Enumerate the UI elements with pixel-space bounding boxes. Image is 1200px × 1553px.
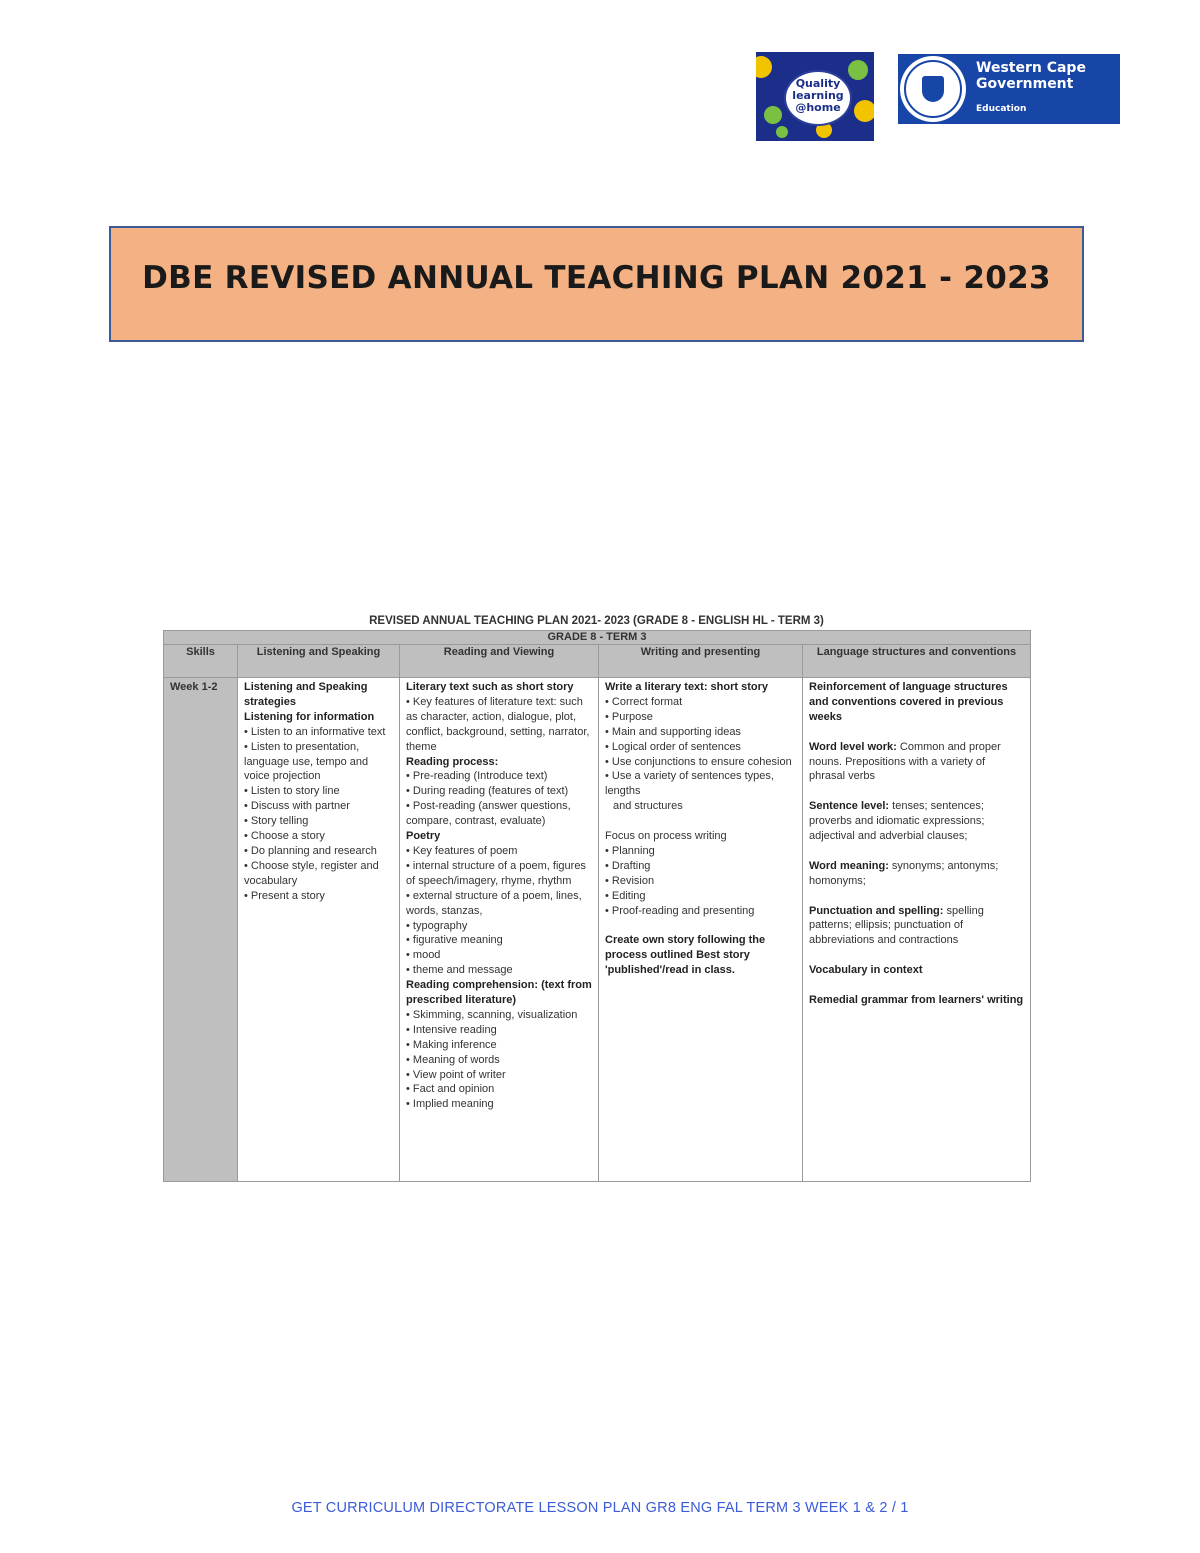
list-item: • theme and message <box>406 964 513 977</box>
list-heading: Create own story following the process outlined Best story 'published'/read in class. <box>605 934 766 977</box>
list-heading: Write a literary text: short story <box>605 681 769 693</box>
table-title: REVISED ANNUAL TEACHING PLAN 2021- 2023 (GRADE 8 - ENGLISH HL - TERM 3) <box>369 615 824 627</box>
list-item: • Correct format <box>605 695 683 708</box>
teaching-plan-table <box>163 630 1031 1182</box>
list-item <box>809 799 1024 844</box>
list-item: • Use conjunctions to ensure cohesion <box>605 755 792 768</box>
list-item: • Story telling <box>244 815 309 828</box>
quality-line-3: @home <box>795 101 841 114</box>
listening-cell <box>238 678 400 1182</box>
list-item: • figurative meaning <box>406 934 503 947</box>
item-label: Sentence level: <box>809 800 890 813</box>
item-label: Word meaning: <box>809 859 889 872</box>
list-item: • Intensive reading <box>406 1023 497 1036</box>
col-skills: Skills <box>164 645 238 678</box>
list-item: • Choose a story <box>244 830 325 843</box>
list-item: • Purpose <box>605 710 653 723</box>
list-item: • Post-reading (answer questions, compare, contrast, evaluate) <box>406 800 571 828</box>
list-heading: Reading process: <box>406 755 499 768</box>
list-item: Focus on process writing <box>605 830 727 843</box>
item-text: Common and proper nouns. Prepositions with a variety of phrasal verbs <box>809 740 1001 783</box>
list-heading: Listening and Speaking strategies <box>244 681 368 708</box>
list-item: • Discuss with partner <box>244 800 350 813</box>
list-item: • Listen to an informative text <box>244 725 386 738</box>
list-heading: Reading comprehension: (text from prescribed literature) <box>406 979 592 1007</box>
page-title: DBE REVISED ANNUAL TEACHING PLAN 2021 - 2023 <box>142 260 1051 296</box>
wcg-subtitle: Education <box>976 104 1027 114</box>
quality-line-2: learning <box>792 89 844 102</box>
list-item: • Listen to story line <box>244 785 340 798</box>
quality-learning-wordmark <box>784 70 852 126</box>
coat-of-arms-icon <box>900 56 966 122</box>
list-item: • Planning <box>605 844 655 857</box>
list-heading: Poetry <box>406 830 441 843</box>
list-item <box>809 904 1024 949</box>
list-item <box>809 740 1024 785</box>
writing-cell <box>599 678 803 1182</box>
table-row <box>164 631 1031 645</box>
list-item: • View point of writer <box>406 1068 506 1081</box>
list-item: • During reading (features of text) <box>406 785 569 798</box>
list-item: • Listen to presentation, language use, tempo and voice projection <box>244 740 369 783</box>
col-language: Language structures and conventions <box>803 645 1031 678</box>
item-text: synonyms; antonyms; homonyms; <box>809 859 999 887</box>
list-item: • Editing <box>605 889 646 902</box>
title-banner <box>109 226 1084 342</box>
item-label: Word level work: <box>809 740 897 753</box>
list-heading: Listening for information <box>244 710 375 723</box>
list-item: • mood <box>406 949 441 962</box>
list-item: • Present a story <box>244 889 325 902</box>
item-text: spelling patterns; ellipsis; punctuation of abbreviations and contractions <box>809 904 984 947</box>
item-label: Punctuation and spelling: <box>809 904 944 917</box>
list-item: • Key features of poem <box>406 844 518 857</box>
list-item: • Key features of literature text: such as character, action, dialogue, plot, conflict, background, setting, narrator, theme <box>406 695 590 753</box>
reading-cell <box>400 678 599 1182</box>
quality-learning-logo <box>756 52 874 141</box>
list-item: • Meaning of words <box>406 1053 500 1066</box>
list-item: • Do planning and research <box>244 844 377 857</box>
wcg-line-1: Western Cape <box>976 60 1086 76</box>
week-cell: Week 1-2 <box>164 678 238 1182</box>
col-writing: Writing and presenting <box>599 645 803 678</box>
list-item: and structures <box>613 800 683 813</box>
list-item: • Use a variety of sentences types, lengths <box>605 770 774 798</box>
item-text: tenses; sentences; proverbs and idiomatic expressions; adjectival and adverbial clauses; <box>809 800 985 843</box>
list-item: • internal structure of a poem, figures of speech/imagery, rhyme, rhythm <box>406 859 586 887</box>
table-row <box>164 645 1031 678</box>
list-heading: Vocabulary in context <box>809 964 923 977</box>
page-footer: GET CURRICULUM DIRECTORATE LESSON PLAN GR8 ENG FAL TERM 3 WEEK 1 & 2 / 1 <box>291 1500 909 1516</box>
list-heading: Reinforcement of language structures and conventions covered in previous weeks <box>809 681 1008 723</box>
list-item: • Skimming, scanning, visualization <box>406 1008 578 1021</box>
list-heading: Literary text such as short story <box>406 681 574 693</box>
list-item <box>809 859 1024 889</box>
list-heading: Remedial grammar from learners' writing <box>809 993 1024 1006</box>
list-item: • Revision <box>605 874 655 887</box>
quality-line-1: Quality <box>795 77 841 90</box>
wcg-line-2: Government <box>976 76 1074 92</box>
list-item: • Choose style, register and vocabulary <box>244 859 379 887</box>
list-item: • Drafting <box>605 859 651 872</box>
list-item: • Logical order of sentences <box>605 740 741 753</box>
list-item: • external structure of a poem, lines, words, stanzas, <box>406 889 582 917</box>
table-row <box>164 678 1031 1182</box>
col-reading: Reading and Viewing <box>400 645 599 678</box>
list-item: • typography <box>406 919 468 932</box>
list-item: • Making inference <box>406 1038 497 1051</box>
list-item: • Proof-reading and presenting <box>605 904 755 917</box>
western-cape-government-logo <box>898 54 1120 124</box>
grade-term-header: GRADE 8 - TERM 3 <box>164 631 1031 645</box>
list-item: • Implied meaning <box>406 1098 494 1111</box>
col-listening: Listening and Speaking <box>238 645 400 678</box>
list-item: • Fact and opinion <box>406 1083 495 1096</box>
list-item: • Pre-reading (Introduce text) <box>406 770 548 783</box>
wcg-wordmark <box>976 60 1086 92</box>
language-cell <box>803 678 1031 1182</box>
list-item: • Main and supporting ideas <box>605 725 741 738</box>
